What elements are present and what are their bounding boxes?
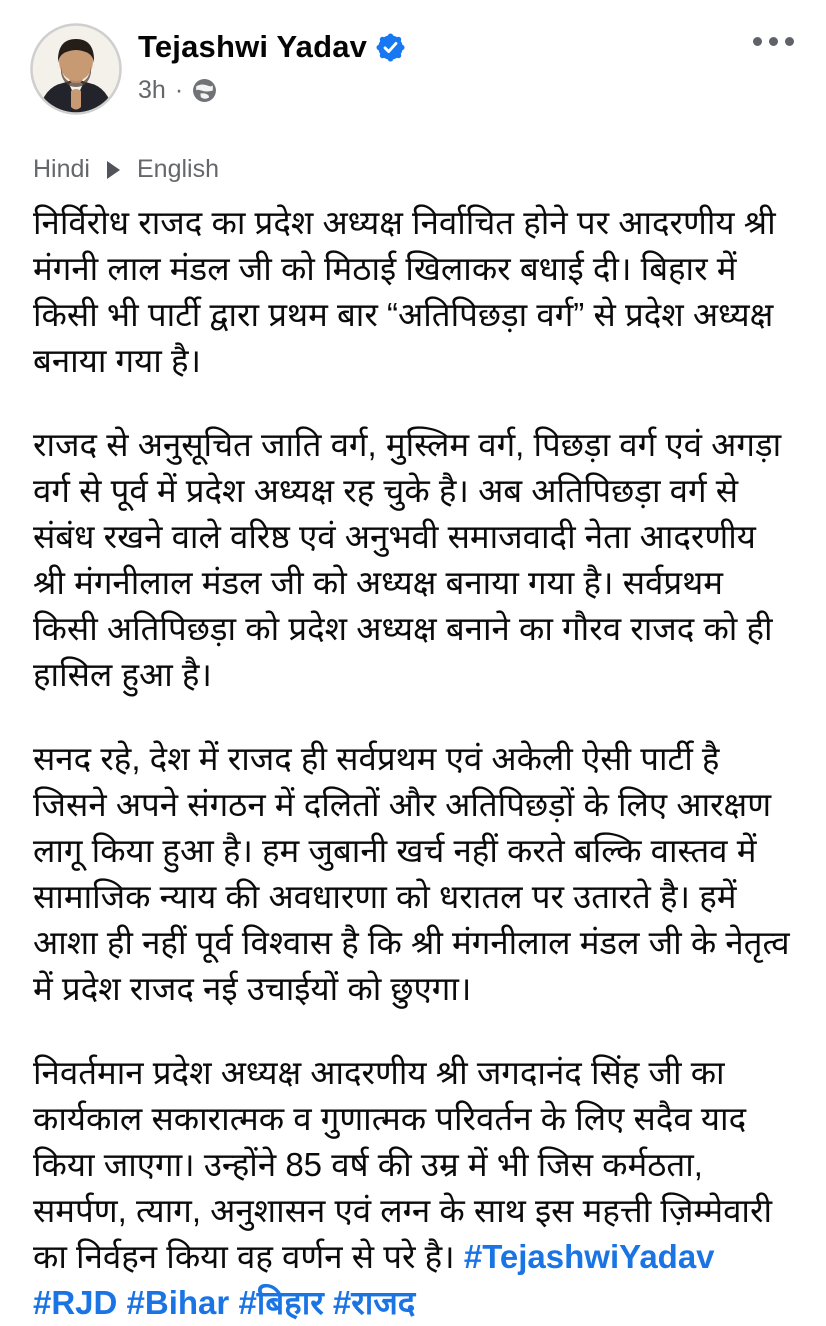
avatar-photo-icon bbox=[30, 23, 122, 115]
hashtag-link[interactable]: #Bihar bbox=[126, 1284, 230, 1321]
arrow-right-icon bbox=[107, 161, 120, 179]
header-info bbox=[138, 23, 405, 105]
post-meta bbox=[138, 76, 405, 105]
paragraph-text: निवर्तमान प्रदेश अध्यक्ष आदरणीय श्री जगदानंद सिंह जी का कार्यकाल सकारात्मक व गुणात्मक परिवर्तन के लिए सदैव याद किया जाएगा। उन्होंने 85 वर्ष की उम्र में भी जिस कर्मठता, समर्पण, त्याग, अनुशासन एवं लग्न के साथ इस महत्ती ज़िम्मेवारी का निर्वहन किया वह वर्णन से परे है। bbox=[33, 1054, 773, 1275]
more-options-button[interactable] bbox=[749, 29, 798, 54]
post-timestamp[interactable]: 3h bbox=[138, 76, 166, 104]
post-paragraph bbox=[33, 422, 793, 698]
ellipsis-icon bbox=[753, 37, 794, 46]
hashtag-link[interactable]: #RJD bbox=[33, 1284, 118, 1321]
author-name[interactable]: Tejashwi Yadav bbox=[138, 29, 368, 64]
post-header bbox=[0, 0, 826, 115]
profile-avatar[interactable] bbox=[30, 23, 122, 115]
hashtag-link[interactable]: #राजद bbox=[332, 1284, 416, 1321]
paragraph-text: निर्विरोध राजद का प्रदेश अध्यक्ष निर्वाचित होने पर आदरणीय श्री मंगनी लाल मंडल जी को मिठाई खिलाकर बधाई दी। बिहार में किसी भी पार्टी द्वारा प्रथम बार “अतिपिछड़ा वर्ग” से प्रदेश अध्यक्ष बनाया गया है। bbox=[33, 204, 776, 379]
post-body bbox=[33, 200, 793, 1326]
post-paragraph bbox=[33, 1050, 793, 1326]
translation-toggle[interactable] bbox=[33, 155, 219, 184]
verified-badge-icon bbox=[376, 33, 405, 62]
translation-target-language: English bbox=[136, 155, 219, 183]
meta-separator: · bbox=[174, 76, 184, 104]
post-paragraph bbox=[33, 736, 793, 1012]
paragraph-text: राजद से अनुसूचित जाति वर्ग, मुस्लिम वर्ग, पिछड़ा वर्ग एवं अगड़ा वर्ग से पूर्व में प्रदेश अध्यक्ष रह चुके है। अब अतिपिछड़ा वर्ग से संबंध रखने वाले वरिष्ठ एवं अनुभवी समाजवादी नेता आदरणीय श्री मंगनीलाल मंडल जी को अध्यक्ष बनाया गया है। सर्वप्रथम किसी अतिपिछड़ा को प्रदेश अध्यक्ष बनाने का गौरव राजद को ही हासिल हुआ है। bbox=[33, 426, 782, 693]
post-paragraph bbox=[33, 200, 793, 384]
paragraph-text: सनद रहे, देश में राजद ही सर्वप्रथम एवं अकेली ऐसी पार्टी है जिसने अपने संगठन में दलितों और अतिपिछड़ों के लिए आरक्षण लागू किया हुआ है। हम जुबानी खर्च नहीं करते बल्कि वास्तव में सामाजिक न्याय की अवधारणा को धरातल पर उतारते है। हमें आशा ही नहीं पूर्व विश्वास है कि श्री मंगनीलाल मंडल जी के नेतृत्व में प्रदेश राजद नई उचाईयों को छुएगा। bbox=[33, 740, 790, 1007]
globe-icon bbox=[192, 78, 217, 103]
translation-source-language: Hindi bbox=[33, 155, 90, 183]
hashtag-link[interactable]: #TejashwiYadav bbox=[463, 1238, 715, 1275]
hashtag-link[interactable]: #बिहार bbox=[238, 1284, 324, 1321]
